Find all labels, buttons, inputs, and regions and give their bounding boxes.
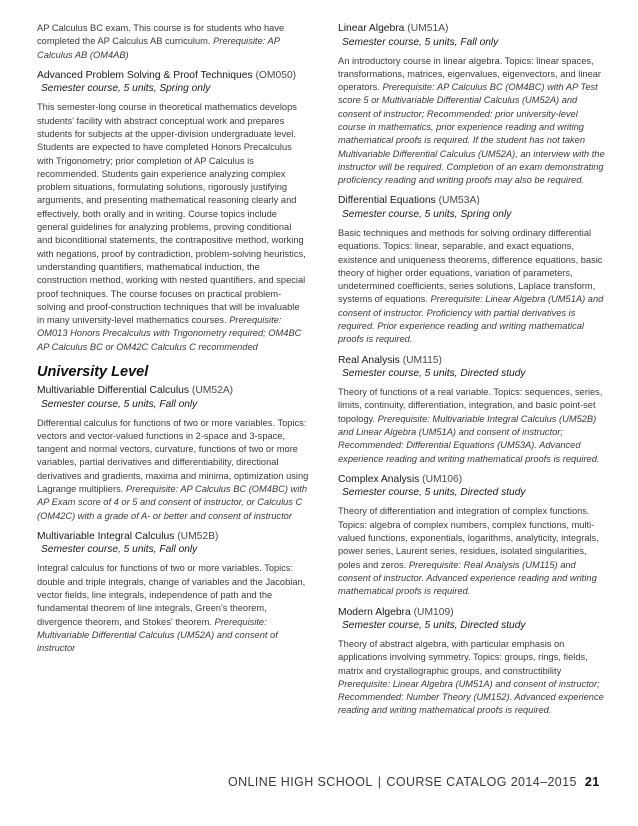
course-code: (OM050) — [255, 69, 297, 81]
course-prerequisite: Prerequisite: Multivariable Integral Calculus (UM52B) and Linear Algebra (UM51A) and consent of instructor; Recommended: Differential Equations (UM53A). Advanced experience reading and writing mathematical proofs is required. — [338, 413, 600, 464]
description-text: Theory of functions of a real variable. Topics: sequences, series, limits, continuity, differentiation, integration, and basic point-set topology. — [338, 387, 603, 424]
course-meta: Semester course, 5 units, Fall only — [41, 398, 198, 410]
description-text: Differential calculus for functions of two or more variables. Topics: vectors and vector-valued functions in 2-space and 3-space, tangent and normal vectors, curvature, functions of two or more variables, partial derivatives and differentiability, directional derivatives and gradients, maxima and minima, optimization using Lagrange multipliers. — [37, 417, 309, 495]
course-description — [338, 386, 608, 466]
course-meta: Semester course, 5 units, Directed study — [342, 487, 526, 499]
course-code: (UM52B) — [177, 530, 219, 542]
course-heading — [338, 22, 608, 36]
intro-prerequisite: Prerequisite: AP Calculus AB (OM4AB) — [37, 36, 280, 60]
course-meta: Semester course, 5 units, Spring only — [41, 83, 211, 95]
page-footer — [228, 775, 608, 789]
course-code: (UM51A) — [407, 23, 449, 34]
course-code: (UM109) — [413, 606, 454, 618]
course-title: Complex Analysis — [338, 473, 420, 485]
page-number: 21 — [584, 775, 600, 789]
course-multivariable-differential-calculus — [37, 384, 309, 523]
course-title: Differential Equations — [338, 195, 436, 207]
description-text: Theory of abstract algebra, with particular emphasis on applications involving symmetry. Topics: groups, rings, fields, matrix and crystallographic groups, and constructibility — [338, 639, 588, 676]
course-title: Multivariable Integral Calculus — [37, 530, 175, 542]
description-text: Theory of differentiation and integration of complex functions. Topics: algebra of complex numbers, complex functions, multi-valued functions, exponentials, logarithms, analyticity, integrals, power series, Laurent series, residues, isolated singularities, poles and zeros. — [338, 506, 599, 570]
course-description — [338, 227, 608, 347]
course-title: Linear Algebra — [338, 23, 405, 34]
course-title: Real Analysis — [338, 354, 400, 366]
course-prerequisite: Prerequisite: Real Analysis (UM115) and consent of instructor. Advanced experience reading and writing mathematical proofs is required. — [338, 559, 597, 597]
course-prerequisite: Prerequisite: AP Calculus BC (OM4BC) with AP Exam score of 4 or 5 and consent of instructor, or Calculus C (OM42C) with a grade of A- or better and consent of instructor — [37, 484, 308, 521]
course-heading — [338, 606, 608, 620]
course-real-analysis — [338, 354, 608, 466]
course-prerequisite: Prerequisite: OM013 Honors Precalculus with Trigonometry required; OM4BC AP Calculus BC or OM42C Calculus C recommended — [37, 315, 302, 352]
course-meta: Semester course, 5 units, Directed study — [342, 620, 526, 631]
intro-paragraph — [37, 22, 309, 62]
course-multivariable-integral-calculus — [37, 530, 309, 656]
course-heading — [338, 354, 608, 368]
description-text: Basic techniques and methods for solving ordinary differential equations. Topics: linear, separable, and exact equations, existence and uniqueness theorems, difference equations, basic theory of higher order equations, variation of parameters, undetermined coefficients, series solutions, Laplace transform, systems of equations. — [338, 227, 603, 305]
left-column — [37, 22, 309, 655]
course-complex-analysis — [338, 473, 608, 599]
course-description — [338, 505, 608, 598]
course-code: (UM52A) — [191, 385, 234, 397]
course-heading — [338, 194, 608, 208]
course-description — [37, 417, 309, 523]
course-title: Advanced Problem Solving & Proof Techniques — [37, 69, 253, 81]
course-meta: Semester course, 5 units, Spring only — [342, 208, 512, 220]
footer-catalog-title: COURSE CATALOG 2014–2015 — [386, 775, 577, 789]
course-heading — [37, 384, 309, 398]
course-title: Modern Algebra — [338, 606, 411, 618]
course-linear-algebra — [338, 22, 608, 187]
right-column — [338, 22, 608, 718]
course-description — [338, 55, 608, 188]
description-text: This semester-long course in theoretical mathematics develops students' facility with abstract conceptual work and prepares students for subjects at the upper-division undergraduate level. Students are expected to have completed Honors Precalculus with Trigonometry; prior completion of AP Calculus is recommended. Students gain experience analyzing complex problem situations, formulating solutions, rigorously justifying arguments, and presenting mathematical reasoning clearly and effectively, both orally and in writing. Course topics include general guidelines for analyzing problems, proving conditional and biconditional statements, the contrapositive method, working with negations, proof by contradiction, problem-solving heuristics, understanding quantifiers, mathematical induction, the construction method, working with nested quantifiers, and special proof techniques. The course focuses on practical problem-solving and proof-construction techniques that will be invaluable in many university-level mathematics courses. — [37, 102, 306, 326]
course-prerequisite: Prerequisite: Linear Algebra (UM51A) and consent of instructor. Proficiency with partial derivatives is required. Prior experience reading and writing mathematical proofs is required. — [338, 294, 604, 345]
course-code: (UM53A) — [438, 195, 480, 207]
course-prerequisite: Prerequisite: AP Calculus BC (OM4BC) with AP Test score 5 or Multivariable Differential Calculus (UM52A) and consent of instructor; Recommended: prior university-level course in mathematics, prior experience reading and writing mathematical proofs is required. If the student has not taken Multivariable Differential Calculus (UM52A), an interview with the instructor will be required. Completion of an exam demonstrating proficiency reading and writing proofs may also be required. — [338, 82, 605, 186]
footer-separator: | — [377, 775, 382, 789]
course-meta: Semester course, 5 units, Fall only — [342, 36, 499, 48]
course-code: (UM106) — [422, 473, 463, 485]
course-modern-algebra — [338, 606, 608, 718]
course-heading — [37, 530, 309, 544]
section-heading: University Level — [37, 364, 149, 381]
description-text: An introductory course in linear algebra. Topics: linear spaces, transformations, matrices, eigenvalues, eigenvectors, and linear operators. — [338, 55, 602, 93]
course-code: (UM115) — [402, 354, 442, 366]
course-description — [37, 562, 309, 655]
course-prerequisite: Prerequisite: Multivariable Differential Calculus (UM52A) and consent of instructor — [37, 616, 278, 654]
course-description — [37, 101, 309, 354]
course-title: Multivariable Differential Calculus — [37, 385, 190, 397]
course-differential-equations — [338, 194, 608, 346]
course-meta: Semester course, 5 units, Directed study — [342, 368, 526, 380]
course-advanced-problem-solving — [37, 69, 309, 354]
course-prerequisite: Prerequisite: Linear Algebra (UM51A) and consent of instructor; Recommended: Number Theory (UM152). Advanced experience reading and writing mathematical proofs is required. — [338, 678, 604, 716]
footer-school-name: ONLINE HIGH SCHOOL — [228, 775, 373, 789]
course-meta: Semester course, 5 units, Fall only — [41, 544, 198, 556]
course-description — [338, 638, 608, 718]
description-text: Integral calculus for functions of two or more variables. Topics: double and triple integrals, change of variables and the Jacobian, vector fields, line integrals, independence of path and the fundamental theorem of line integrals, Green's theorem, divergence theorem, and Stokes' theorem. — [37, 563, 306, 627]
course-heading — [37, 69, 309, 83]
course-heading — [338, 473, 608, 487]
intro-text: AP Calculus BC exam. This course is for students who have completed the AP Calculus AB curriculum. — [37, 23, 285, 47]
